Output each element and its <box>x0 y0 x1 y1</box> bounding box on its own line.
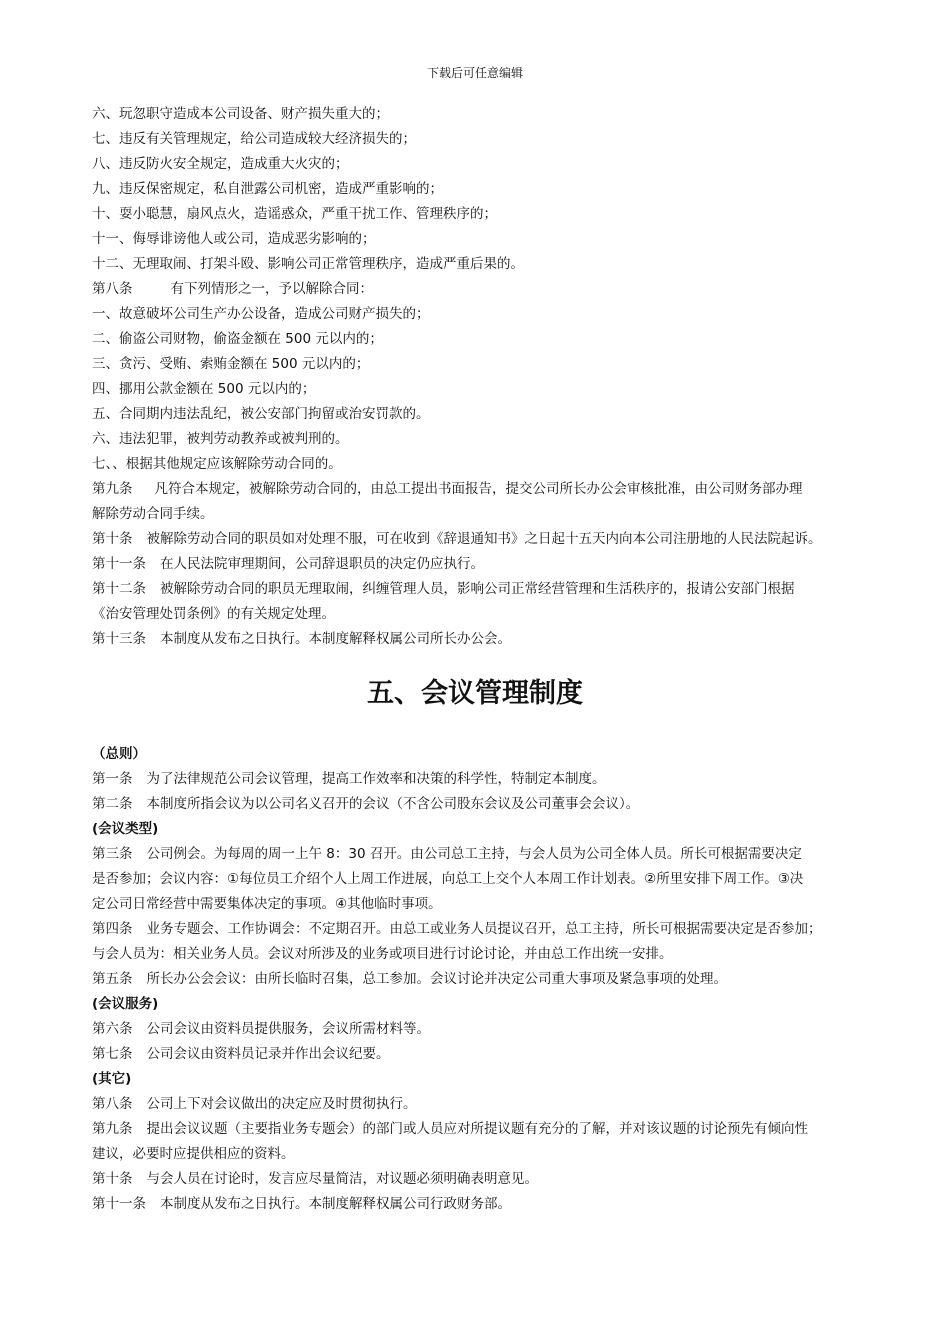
regulation-section-part1 <box>92 102 892 652</box>
article-3-continued: 是否参加；会议内容：①每位员工介绍个人上周工作进展，向总工上交个人本周工作计划表。②所里安排下周工作。③决 <box>92 871 804 887</box>
item-number: 十一、 <box>92 231 133 247</box>
article-label: 第四条 <box>92 921 133 937</box>
article-label: 第七条 <box>92 1046 133 1062</box>
article-label: 第十一条 <box>92 1196 146 1212</box>
section-heading-general: （总则） <box>92 746 146 762</box>
item-number: 八、 <box>92 156 119 172</box>
article-text: 被解除劳动合同的职员如对处理不服，可在收到《辞退通知书》之日起十五天内向本公司注册地的人民法院起诉。 <box>146 531 822 547</box>
article-2 <box>92 792 892 817</box>
list-item: 三、贪污、受贿、索贿金额在 500 元以内的； <box>92 356 370 372</box>
list-item: 一、故意破坏公司生产办公设备，造成公司财产损失的； <box>92 306 430 322</box>
article-text: 公司会议由资料员记录并作出会议纪要。 <box>146 1046 390 1062</box>
article-11-meeting <box>92 1192 892 1217</box>
article-text: 被解除劳动合同的职员无理取闹，纠缠管理人员，影响公司正常经营管理和生活秩序的，报请公安部门根据 <box>160 581 795 597</box>
article-text: 业务专题会、工作协调会：不定期召开。由总工或业务人员提议召开，总工主持，所长可根据需要决定是否参加； <box>146 921 822 937</box>
article-8-meeting <box>92 1092 892 1117</box>
article-12-continued: 《治安管理处罚条例》的有关规定处理。 <box>92 606 335 622</box>
item-number: 六、 <box>92 106 119 122</box>
article-text: 公司会议由资料员提供服务，会议所需材料等。 <box>146 1021 430 1037</box>
article-9-continued: 解除劳动合同手续。 <box>92 506 214 522</box>
article-label: 第一条 <box>92 771 133 787</box>
section-heading-other: (其它) <box>92 1071 132 1087</box>
article-text: 公司例会。为每周的周一上午 8：30 召开。由公司总工主持，与会人员为公司全体人员。所长可根据需要决定 <box>146 846 802 862</box>
article-label: 第九条 <box>92 481 133 497</box>
article-9-meeting <box>92 1117 892 1142</box>
article-4 <box>92 917 892 942</box>
article-text: 所长办公会会议：由所长临时召集，总工参加。会议讨论并决定公司重大事项及紧急事项的处理。 <box>146 971 727 987</box>
item-number: 十二、 <box>92 256 133 272</box>
list-item: 四、挪用公款金额在 500 元以内的； <box>92 381 316 397</box>
article-label: 第八条 <box>92 281 133 297</box>
article-text: 本制度从发布之日执行。本制度解释权属公司所长办公会。 <box>160 631 511 647</box>
list-item <box>92 252 892 277</box>
item-number: 十、 <box>92 206 119 222</box>
article-9-meeting-continued: 建议，必要时应提供相应的资料。 <box>92 1146 295 1162</box>
section-title: 五、会议管理制度 <box>367 678 583 709</box>
section-heading-types: (会议类型) <box>92 821 159 837</box>
article-7 <box>92 1042 892 1067</box>
list-item: 五、合同期内违法乱纪，被公安部门拘留或治安罚款的。 <box>92 406 430 422</box>
article-11 <box>92 552 892 577</box>
list-item <box>92 102 892 127</box>
meeting-regulation-section <box>92 742 892 1217</box>
list-item <box>92 127 892 152</box>
article-label: 第五条 <box>92 971 133 987</box>
list-item: 七、、根据其他规定应该解除劳动合同的。 <box>92 456 342 472</box>
article-text: 在人民法院审理期间，公司辞退职员的决定仍应执行。 <box>160 556 484 572</box>
article-13 <box>92 627 892 652</box>
article-label: 第十二条 <box>92 581 146 597</box>
page-header-note: 下载后可任意编辑 <box>426 66 523 80</box>
article-8 <box>92 277 892 302</box>
article-12 <box>92 577 892 602</box>
item-number: 七、 <box>92 131 119 147</box>
article-9 <box>92 477 892 502</box>
article-4-continued: 与会人员为：相关业务人员。会议对所涉及的业务或项目进行讨论讨论，并由总工作出统一安排。 <box>92 946 673 962</box>
list-item <box>92 202 892 227</box>
article-1 <box>92 767 892 792</box>
article-3-continued: 定公司日常经营中需要集体决定的事项。④其他临时事项。 <box>92 896 442 912</box>
list-item <box>92 227 892 252</box>
article-label: 第十一条 <box>92 556 146 572</box>
article-label: 第十条 <box>92 531 133 547</box>
article-label: 第十条 <box>92 1171 133 1187</box>
article-label: 第十三条 <box>92 631 146 647</box>
article-3 <box>92 842 892 867</box>
item-text: 玩忽职守造成本公司设备、财产损失重大的； <box>119 106 389 122</box>
article-text: 有下列情形之一，予以解除合同： <box>170 281 373 297</box>
article-label: 第六条 <box>92 1021 133 1037</box>
item-text: 侮辱诽谤他人或公司，造成恶劣影响的； <box>132 231 376 247</box>
article-10-meeting <box>92 1167 892 1192</box>
article-6 <box>92 1017 892 1042</box>
article-text: 凡符合本规定，被解除劳动合同的，由总工提出书面报告，提交公司所长办公会审核批准，由公司财务部办理 <box>154 481 803 497</box>
item-text: 无理取闹、打架斗殴、影响公司正常管理秩序，造成严重后果的。 <box>132 256 524 272</box>
article-5 <box>92 967 892 992</box>
list-item <box>92 152 892 177</box>
list-item <box>92 177 892 202</box>
article-text: 本制度所指会议为以公司名义召开的会议（不含公司股东会议及公司董事会会议）。 <box>146 796 640 812</box>
article-text: 本制度从发布之日执行。本制度解释权属公司行政财务部。 <box>160 1196 511 1212</box>
item-text: 耍小聪慧，扇风点火，造谣惑众，严重干扰工作、管理秩序的； <box>119 206 497 222</box>
item-text: 违反有关管理规定，给公司造成较大经济损失的； <box>119 131 416 147</box>
article-text: 与会人员在讨论时，发言应尽量简洁，对议题必须明确表明意见。 <box>146 1171 538 1187</box>
section-heading-service: (会议服务) <box>92 996 159 1012</box>
item-number: 九、 <box>92 181 119 197</box>
article-10 <box>92 527 892 552</box>
list-item: 六、违法犯罪，被判劳动教养或被判刑的。 <box>92 431 349 447</box>
item-text: 违反防火安全规定，造成重大火灾的； <box>119 156 349 172</box>
item-text: 违反保密规定，私自泄露公司机密，造成严重影响的； <box>119 181 443 197</box>
article-label: 第九条 <box>92 1121 133 1137</box>
article-label: 第二条 <box>92 796 133 812</box>
article-text: 公司上下对会议做出的决定应及时贯彻执行。 <box>146 1096 417 1112</box>
article-label: 第三条 <box>92 846 133 862</box>
list-item: 二、偷盗公司财物，偷盗金额在 500 元以内的； <box>92 331 383 347</box>
article-text: 提出会议议题（主要指业务专题会）的部门或人员应对所提议题有充分的了解，并对该议题的讨论预先有倾向性 <box>146 1121 808 1137</box>
article-text: 为了法律规范公司会议管理，提高工作效率和决策的科学性，特制定本制度。 <box>146 771 606 787</box>
article-label: 第八条 <box>92 1096 133 1112</box>
